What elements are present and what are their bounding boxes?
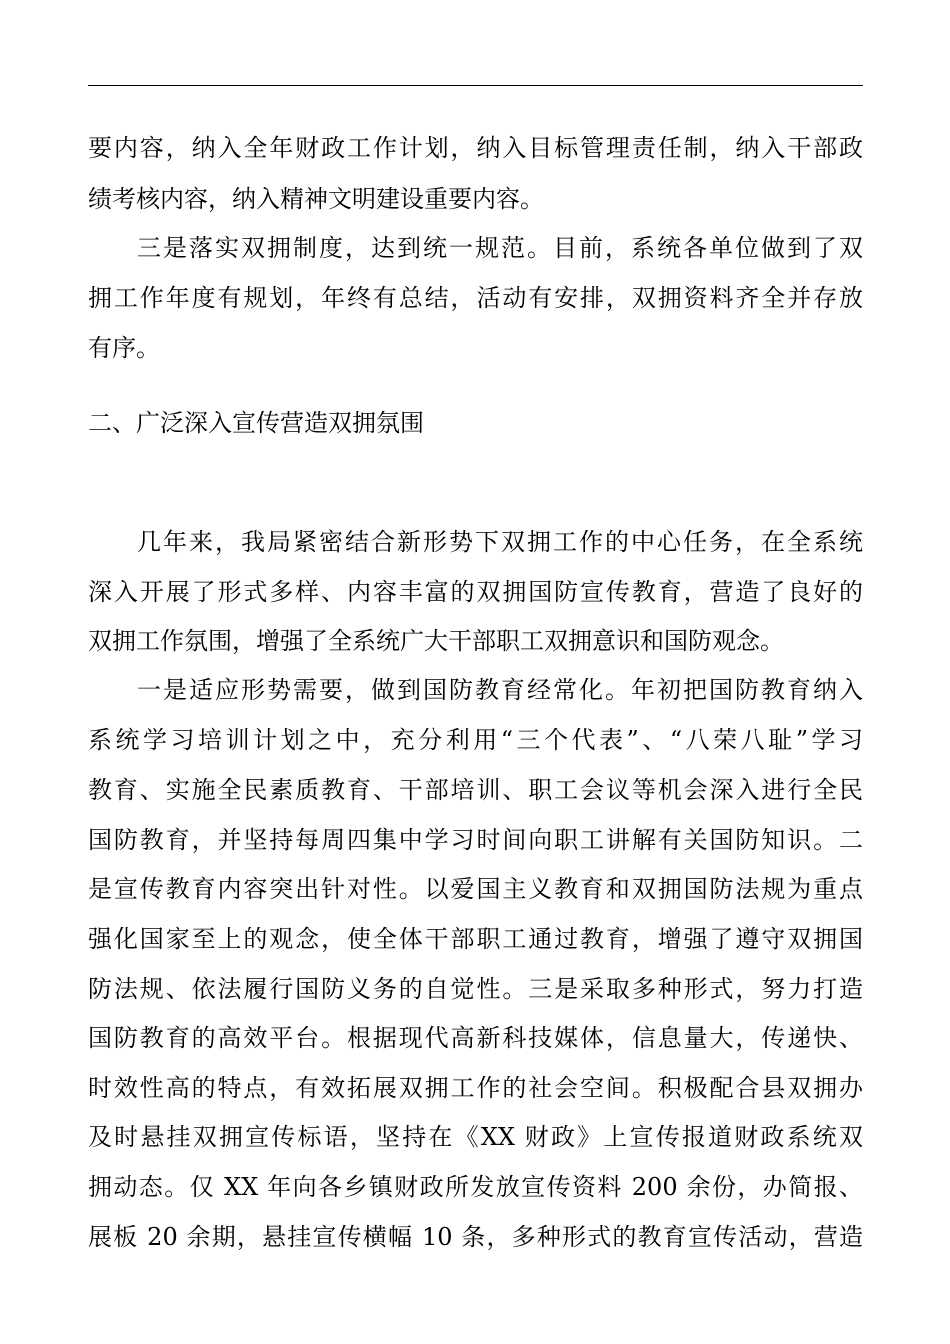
body-line: 防法规、依法履行国防义务的自觉性。三是采取多种形式，努力打造: [88, 975, 863, 1003]
body-line: 是宣传教育内容突出针对性。以爱国主义教育和双拥国防法规为重点: [88, 875, 863, 903]
body-line: 要内容，纳入全年财政工作计划，纳入目标管理责任制，纳入干部政: [88, 134, 863, 162]
body-line: 展板 20 余期，悬挂宣传横幅 10 条，多种形式的教育宣传活动，营造: [88, 1223, 863, 1251]
body-line: 国防教育，并坚持每周四集中学习时间向职工讲解有关国防知识。二: [88, 826, 863, 854]
section-heading: 二、广泛深入宣传营造双拥氛围: [88, 409, 424, 437]
body-line: 绩考核内容，纳入精神文明建设重要内容。: [88, 185, 544, 213]
body-line: 教育、实施全民素质教育、干部培训、职工会议等机会深入进行全民: [88, 776, 863, 804]
body-line: 有序。: [88, 334, 160, 362]
body-line: 强化国家至上的观念，使全体干部职工通过教育，增强了遵守双拥国: [88, 925, 863, 953]
body-line: 时效性高的特点，有效拓展双拥工作的社会空间。积极配合县双拥办: [88, 1074, 863, 1102]
body-line: 拥动态。仅 XX 年向各乡镇财政所发放宣传资料 200 余份，办简报、: [88, 1173, 863, 1201]
body-line: 及时悬挂双拥宣传标语，坚持在《XX 财政》上宣传报道财政系统双: [88, 1123, 863, 1151]
paragraph-start-line: 几年来，我局紧密结合新形势下双拥工作的中心任务，在全系统: [137, 528, 863, 556]
body-line: 系统学习培训计划之中，充分利用“三个代表”、“八荣八耻”学习: [88, 726, 863, 754]
header-rule: [88, 85, 863, 86]
body-line: 国防教育的高效平台。根据现代高新科技媒体，信息量大，传递快、: [88, 1024, 863, 1052]
paragraph-start-line: 一是适应形势需要，做到国防教育经常化。年初把国防教育纳入: [137, 676, 863, 704]
body-line: 双拥工作氛围，增强了全系统广大干部职工双拥意识和国防观念。: [88, 627, 784, 655]
body-line: 深入开展了形式多样、内容丰富的双拥国防宣传教育，营造了良好的: [88, 578, 863, 606]
paragraph-start-line: 三是落实双拥制度，达到统一规范。目前，系统各单位做到了双: [137, 234, 863, 262]
body-line: 拥工作年度有规划，年终有总结，活动有安排，双拥资料齐全并存放: [88, 284, 863, 312]
